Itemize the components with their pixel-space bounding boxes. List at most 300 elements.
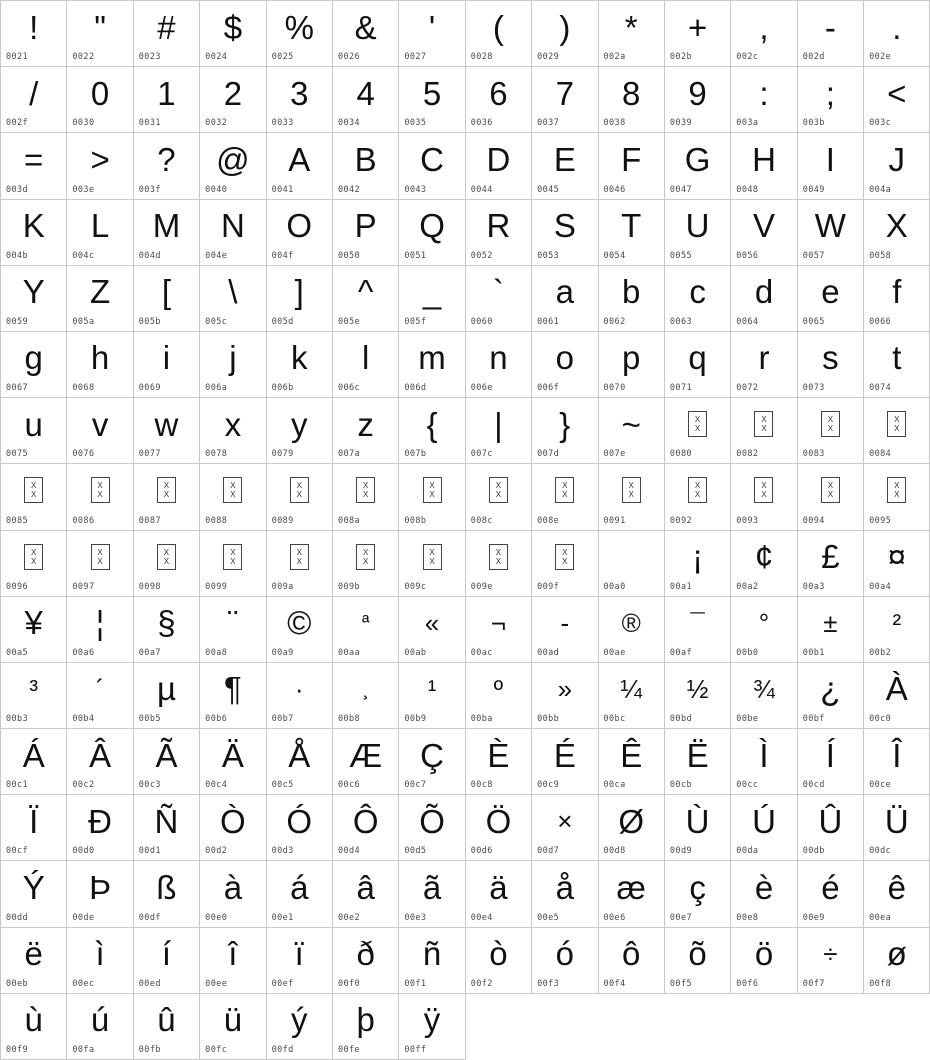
glyph-character: Ö [485, 802, 512, 840]
glyph-cell[interactable] [399, 531, 465, 597]
glyph-cell[interactable] [333, 994, 399, 1060]
glyph-cell[interactable] [599, 861, 665, 927]
glyph-cell[interactable] [200, 464, 266, 530]
glyph-codepoint: 006a [205, 383, 228, 394]
glyph-cell[interactable] [665, 861, 731, 927]
glyph-cell[interactable] [399, 133, 465, 199]
glyph-cell[interactable] [67, 663, 133, 729]
glyph-cell[interactable] [134, 1, 200, 67]
glyph-cell[interactable] [665, 266, 731, 332]
glyph-cell[interactable] [200, 729, 266, 795]
glyph-cell[interactable] [731, 928, 797, 994]
glyph-cell[interactable] [798, 861, 864, 927]
glyph-cell[interactable] [731, 133, 797, 199]
glyph-cell[interactable] [665, 597, 731, 663]
glyph-cell[interactable] [399, 663, 465, 729]
glyph-cell[interactable] [798, 200, 864, 266]
glyph-cell[interactable] [134, 67, 200, 133]
glyph-character: Æ [349, 736, 383, 774]
glyph-cell[interactable] [1, 464, 67, 530]
glyph-cell[interactable] [267, 133, 333, 199]
glyph-cell[interactable] [67, 795, 133, 861]
glyph-cell[interactable] [665, 663, 731, 729]
glyph-codepoint: 007b [404, 449, 427, 460]
glyph-cell[interactable] [532, 531, 598, 597]
glyph-cell[interactable] [466, 133, 532, 199]
glyph-cell[interactable] [665, 729, 731, 795]
glyph-character: M [152, 207, 181, 245]
glyph-character: î [228, 935, 238, 973]
glyph-cell[interactable] [798, 67, 864, 133]
empty-cell [731, 994, 797, 1060]
glyph-cell[interactable] [532, 597, 598, 663]
glyph-cell[interactable] [864, 332, 930, 398]
glyph-cell[interactable] [200, 200, 266, 266]
glyph-cell[interactable] [798, 663, 864, 729]
glyph-codepoint: 00aa [337, 647, 361, 658]
glyph-cell[interactable] [731, 531, 797, 597]
glyph-cell[interactable] [1, 597, 67, 663]
glyph-cell[interactable] [731, 861, 797, 927]
glyph-cell[interactable] [1, 133, 67, 199]
glyph-character: × [557, 806, 573, 837]
glyph-cell[interactable] [532, 332, 598, 398]
glyph-character: Ð [88, 802, 112, 840]
glyph-cell[interactable] [67, 861, 133, 927]
glyph-cell[interactable] [665, 928, 731, 994]
glyph-cell[interactable] [798, 332, 864, 398]
glyph-character [200, 533, 265, 581]
glyph-codepoint: 0027 [404, 52, 427, 63]
notdef-box-icon: X X [555, 544, 574, 570]
glyph-cell[interactable] [1, 200, 67, 266]
glyph-cell[interactable] [731, 795, 797, 861]
glyph-cell[interactable] [1, 398, 67, 464]
glyph-cell[interactable] [67, 133, 133, 199]
notdef-box-icon: X X [821, 411, 840, 437]
glyph-character: å [555, 868, 574, 906]
glyph-cell[interactable] [134, 200, 200, 266]
glyph-cell[interactable] [200, 928, 266, 994]
glyph-cell[interactable] [134, 597, 200, 663]
glyph-cell[interactable] [399, 200, 465, 266]
glyph-cell[interactable] [200, 1, 266, 67]
glyph-cell[interactable] [267, 266, 333, 332]
glyph-cell[interactable] [200, 67, 266, 133]
glyph-cell[interactable] [798, 597, 864, 663]
glyph-cell[interactable] [665, 332, 731, 398]
glyph-cell[interactable] [267, 464, 333, 530]
glyph-cell[interactable] [333, 266, 399, 332]
glyph-cell[interactable] [466, 200, 532, 266]
glyph-cell[interactable] [267, 67, 333, 133]
glyph-cell[interactable] [532, 133, 598, 199]
glyph-cell[interactable] [134, 861, 200, 927]
glyph-cell[interactable] [134, 531, 200, 597]
glyph-cell[interactable] [864, 1, 930, 67]
glyph-codepoint: 0068 [72, 383, 95, 394]
glyph-codepoint: 0096 [6, 581, 29, 592]
glyph-cell[interactable] [798, 398, 864, 464]
glyph-cell[interactable] [665, 531, 731, 597]
glyph-cell[interactable] [532, 67, 598, 133]
glyph-cell[interactable] [333, 729, 399, 795]
glyph-codepoint: 00dc [869, 846, 892, 857]
glyph-cell[interactable] [1, 795, 67, 861]
glyph-cell[interactable] [466, 398, 532, 464]
glyph-cell[interactable] [731, 398, 797, 464]
glyph-cell[interactable] [399, 67, 465, 133]
glyph-cell[interactable] [532, 729, 598, 795]
glyph-cell[interactable] [1, 67, 67, 133]
glyph-cell[interactable] [599, 464, 665, 530]
glyph-cell[interactable] [267, 398, 333, 464]
empty-cell [864, 994, 930, 1060]
glyph-cell[interactable] [466, 663, 532, 729]
glyph-cell[interactable] [864, 67, 930, 133]
glyph-cell[interactable] [399, 729, 465, 795]
glyph-cell[interactable] [864, 531, 930, 597]
glyph-cell[interactable] [1, 928, 67, 994]
glyph-cell[interactable] [864, 861, 930, 927]
glyph-cell[interactable] [864, 928, 930, 994]
glyph-cell[interactable] [267, 928, 333, 994]
glyph-cell[interactable] [333, 464, 399, 530]
glyph-character: * [624, 8, 638, 46]
glyph-cell[interactable] [466, 531, 532, 597]
glyph-codepoint: 006d [404, 383, 427, 394]
glyph-cell[interactable] [798, 795, 864, 861]
glyph-cell[interactable] [134, 663, 200, 729]
glyph-character: & [354, 8, 377, 46]
glyph-cell[interactable] [864, 398, 930, 464]
glyph-cell[interactable] [599, 332, 665, 398]
glyph-cell[interactable] [1, 332, 67, 398]
glyph-cell[interactable] [1, 531, 67, 597]
glyph-character: l [361, 339, 370, 377]
glyph-cell[interactable] [864, 464, 930, 530]
glyph-cell[interactable] [599, 597, 665, 663]
glyph-codepoint: 00cd [802, 780, 825, 791]
glyph-character: B [354, 140, 377, 178]
glyph-character: $ [223, 8, 243, 46]
glyph-codepoint: 0054 [603, 250, 626, 261]
glyph-codepoint: 00c1 [6, 780, 29, 791]
glyph-cell[interactable] [267, 663, 333, 729]
glyph-cell[interactable] [267, 332, 333, 398]
glyph-character: ; [825, 74, 835, 112]
glyph-character: 4 [356, 74, 375, 112]
glyph-cell[interactable] [731, 663, 797, 729]
glyph-cell[interactable] [599, 200, 665, 266]
glyph-cell[interactable] [333, 67, 399, 133]
glyph-character: = [24, 140, 44, 178]
glyph-cell[interactable] [267, 531, 333, 597]
glyph-cell[interactable] [599, 1, 665, 67]
glyph-cell[interactable] [731, 266, 797, 332]
glyph-cell[interactable] [798, 1, 864, 67]
glyph-codepoint: 00f9 [6, 1045, 29, 1055]
glyph-codepoint: 00b1 [802, 647, 825, 658]
glyph-cell[interactable] [399, 928, 465, 994]
notdef-box-icon: X X [356, 477, 375, 503]
glyph-codepoint: 00b0 [736, 647, 759, 658]
glyph-cell[interactable] [731, 1, 797, 67]
glyph-cell[interactable] [333, 398, 399, 464]
glyph-cell[interactable] [466, 266, 532, 332]
glyph-codepoint: 00d1 [138, 846, 161, 857]
glyph-cell[interactable] [200, 332, 266, 398]
glyph-cell[interactable] [67, 928, 133, 994]
glyph-codepoint: 00da [736, 846, 759, 857]
glyph-codepoint: 00ac [470, 647, 493, 658]
glyph-cell[interactable] [532, 200, 598, 266]
glyph-codepoint: 004e [205, 250, 228, 261]
glyph-cell[interactable] [466, 928, 532, 994]
glyph-cell[interactable] [134, 795, 200, 861]
glyph-cell[interactable] [599, 398, 665, 464]
glyph-cell[interactable] [532, 861, 598, 927]
glyph-cell[interactable] [134, 994, 200, 1060]
glyph-codepoint: 0057 [802, 250, 825, 261]
glyph-cell[interactable] [731, 729, 797, 795]
glyph-cell[interactable] [864, 795, 930, 861]
glyph-cell[interactable] [333, 133, 399, 199]
glyph-cell[interactable] [399, 266, 465, 332]
glyph-cell[interactable] [864, 200, 930, 266]
glyph-cell[interactable] [399, 332, 465, 398]
glyph-cell[interactable] [532, 398, 598, 464]
glyph-cell[interactable] [200, 663, 266, 729]
glyph-cell[interactable] [665, 464, 731, 530]
glyph-character: Ì [759, 736, 769, 774]
glyph-cell[interactable] [1, 663, 67, 729]
glyph-cell[interactable] [466, 332, 532, 398]
glyph-cell[interactable] [532, 1, 598, 67]
glyph-cell[interactable] [267, 795, 333, 861]
notdef-box-icon: X X [223, 544, 242, 570]
glyph-character: { [426, 405, 438, 443]
glyph-cell[interactable] [599, 928, 665, 994]
glyph-cell[interactable] [134, 464, 200, 530]
glyph-cell[interactable] [267, 597, 333, 663]
glyph-codepoint: 00ed [138, 978, 161, 989]
glyph-character: ^ [357, 273, 374, 311]
glyph-codepoint: 002a [603, 52, 626, 63]
glyph-cell[interactable] [466, 597, 532, 663]
glyph-cell[interactable] [134, 729, 200, 795]
glyph-codepoint: 005c [205, 316, 228, 327]
glyph-codepoint: 00d2 [205, 846, 228, 857]
glyph-character: K [22, 207, 45, 245]
glyph-cell[interactable] [267, 1, 333, 67]
glyph-cell[interactable] [200, 133, 266, 199]
glyph-cell[interactable] [399, 464, 465, 530]
glyph-cell[interactable] [466, 464, 532, 530]
glyph-codepoint: 0040 [205, 184, 228, 195]
glyph-cell[interactable] [466, 861, 532, 927]
glyph-cell[interactable] [333, 795, 399, 861]
glyph-cell[interactable] [134, 332, 200, 398]
glyph-cell[interactable] [333, 597, 399, 663]
glyph-codepoint: 0074 [869, 383, 892, 394]
glyph-cell[interactable] [599, 795, 665, 861]
glyph-character: ¾ [753, 673, 775, 704]
glyph-cell[interactable] [532, 928, 598, 994]
glyph-cell[interactable] [665, 133, 731, 199]
glyph-cell[interactable] [67, 266, 133, 332]
glyph-cell[interactable] [599, 663, 665, 729]
glyph-cell[interactable] [665, 1, 731, 67]
glyph-cell[interactable] [200, 795, 266, 861]
glyph-cell[interactable] [333, 1, 399, 67]
glyph-cell[interactable] [200, 266, 266, 332]
glyph-cell[interactable] [267, 729, 333, 795]
glyph-cell[interactable] [333, 928, 399, 994]
glyph-cell[interactable] [798, 729, 864, 795]
glyph-cell[interactable] [134, 928, 200, 994]
glyph-cell[interactable] [532, 663, 598, 729]
glyph-character: ± [823, 607, 838, 638]
glyph-cell[interactable] [798, 928, 864, 994]
glyph-character [67, 466, 132, 514]
glyph-cell[interactable] [1, 861, 67, 927]
glyph-cell[interactable] [864, 663, 930, 729]
glyph-codepoint: 00e1 [271, 912, 294, 923]
glyph-cell[interactable] [333, 663, 399, 729]
glyph-character: ~ [621, 405, 641, 443]
glyph-cell[interactable] [665, 398, 731, 464]
glyph-codepoint: 00d0 [72, 846, 95, 857]
glyph-character: ë [24, 935, 43, 973]
glyph-cell[interactable] [665, 795, 731, 861]
glyph-cell[interactable] [798, 266, 864, 332]
glyph-cell[interactable] [665, 67, 731, 133]
glyph-cell[interactable] [1, 729, 67, 795]
glyph-codepoint: 00c8 [470, 780, 493, 791]
glyph-cell[interactable] [134, 266, 200, 332]
glyph-cell[interactable] [399, 795, 465, 861]
glyph-cell[interactable] [1, 1, 67, 67]
glyph-cell[interactable] [864, 266, 930, 332]
glyph-cell[interactable] [466, 67, 532, 133]
glyph-cell[interactable] [67, 67, 133, 133]
glyph-cell[interactable] [1, 994, 67, 1060]
glyph-character [399, 466, 464, 514]
glyph-cell[interactable] [67, 464, 133, 530]
glyph-cell[interactable] [532, 464, 598, 530]
glyph-cell[interactable] [67, 200, 133, 266]
glyph-cell[interactable] [532, 795, 598, 861]
glyph-character: z [357, 405, 374, 443]
glyph-character: ã [422, 868, 442, 906]
glyph-cell[interactable] [67, 597, 133, 663]
glyph-cell[interactable] [731, 597, 797, 663]
glyph-cell[interactable] [466, 1, 532, 67]
glyph-cell[interactable] [731, 464, 797, 530]
notdef-box-icon: X X [223, 477, 242, 503]
glyph-cell[interactable] [200, 398, 266, 464]
glyph-cell[interactable] [731, 200, 797, 266]
glyph-cell[interactable] [67, 332, 133, 398]
glyph-cell[interactable] [333, 531, 399, 597]
glyph-cell[interactable] [399, 398, 465, 464]
glyph-character [67, 533, 132, 581]
glyph-codepoint: 004b [6, 250, 29, 261]
glyph-codepoint: 00f7 [802, 978, 825, 989]
glyph-codepoint: 00a4 [869, 581, 892, 592]
glyph-codepoint: 00d7 [537, 846, 560, 857]
glyph-cell[interactable] [267, 200, 333, 266]
notdef-box-icon: X X [423, 544, 442, 570]
glyph-codepoint: 00af [669, 647, 692, 658]
glyph-cell[interactable] [864, 729, 930, 795]
glyph-character: é [821, 868, 840, 906]
glyph-cell[interactable] [399, 597, 465, 663]
glyph-cell[interactable] [200, 531, 266, 597]
glyph-codepoint: 0072 [736, 383, 759, 394]
glyph-cell[interactable] [67, 1, 133, 67]
glyph-cell[interactable] [134, 398, 200, 464]
glyph-cell[interactable] [599, 67, 665, 133]
glyph-cell[interactable] [67, 531, 133, 597]
glyph-cell[interactable] [399, 861, 465, 927]
glyph-character: ñ [422, 935, 442, 973]
glyph-cell[interactable] [200, 994, 266, 1060]
glyph-codepoint: 00d9 [669, 846, 692, 857]
glyph-cell[interactable] [864, 133, 930, 199]
glyph-cell[interactable] [333, 861, 399, 927]
glyph-cell[interactable] [267, 994, 333, 1060]
glyph-cell[interactable] [532, 266, 598, 332]
glyph-cell[interactable] [200, 597, 266, 663]
glyph-character: © [287, 604, 312, 642]
glyph-cell[interactable] [200, 861, 266, 927]
glyph-cell[interactable] [333, 332, 399, 398]
glyph-character: g [24, 339, 43, 377]
glyph-cell[interactable] [466, 795, 532, 861]
glyph-cell[interactable] [399, 994, 465, 1060]
glyph-codepoint: 00b2 [869, 647, 892, 658]
glyph-cell[interactable] [67, 994, 133, 1060]
glyph-cell[interactable] [599, 266, 665, 332]
glyph-cell[interactable] [267, 861, 333, 927]
glyph-cell[interactable] [599, 531, 665, 597]
glyph-cell[interactable] [67, 398, 133, 464]
glyph-codepoint: 0038 [603, 118, 626, 129]
glyph-codepoint: 0028 [470, 52, 493, 63]
glyph-cell[interactable] [798, 133, 864, 199]
glyph-cell[interactable] [466, 729, 532, 795]
glyph-cell[interactable] [665, 200, 731, 266]
glyph-codepoint: 00b7 [271, 714, 294, 725]
glyph-cell[interactable] [134, 133, 200, 199]
glyph-cell[interactable] [798, 464, 864, 530]
glyph-cell[interactable] [798, 531, 864, 597]
glyph-codepoint: 00a8 [205, 647, 228, 658]
glyph-character: 7 [555, 74, 574, 112]
glyph-cell[interactable] [864, 597, 930, 663]
glyph-cell[interactable] [333, 200, 399, 266]
glyph-cell[interactable] [67, 729, 133, 795]
glyph-cell[interactable] [1, 266, 67, 332]
glyph-cell[interactable] [599, 729, 665, 795]
glyph-cell[interactable] [399, 1, 465, 67]
glyph-cell[interactable] [731, 67, 797, 133]
glyph-character: - [824, 8, 836, 46]
glyph-cell[interactable] [731, 332, 797, 398]
glyph-cell[interactable] [599, 133, 665, 199]
